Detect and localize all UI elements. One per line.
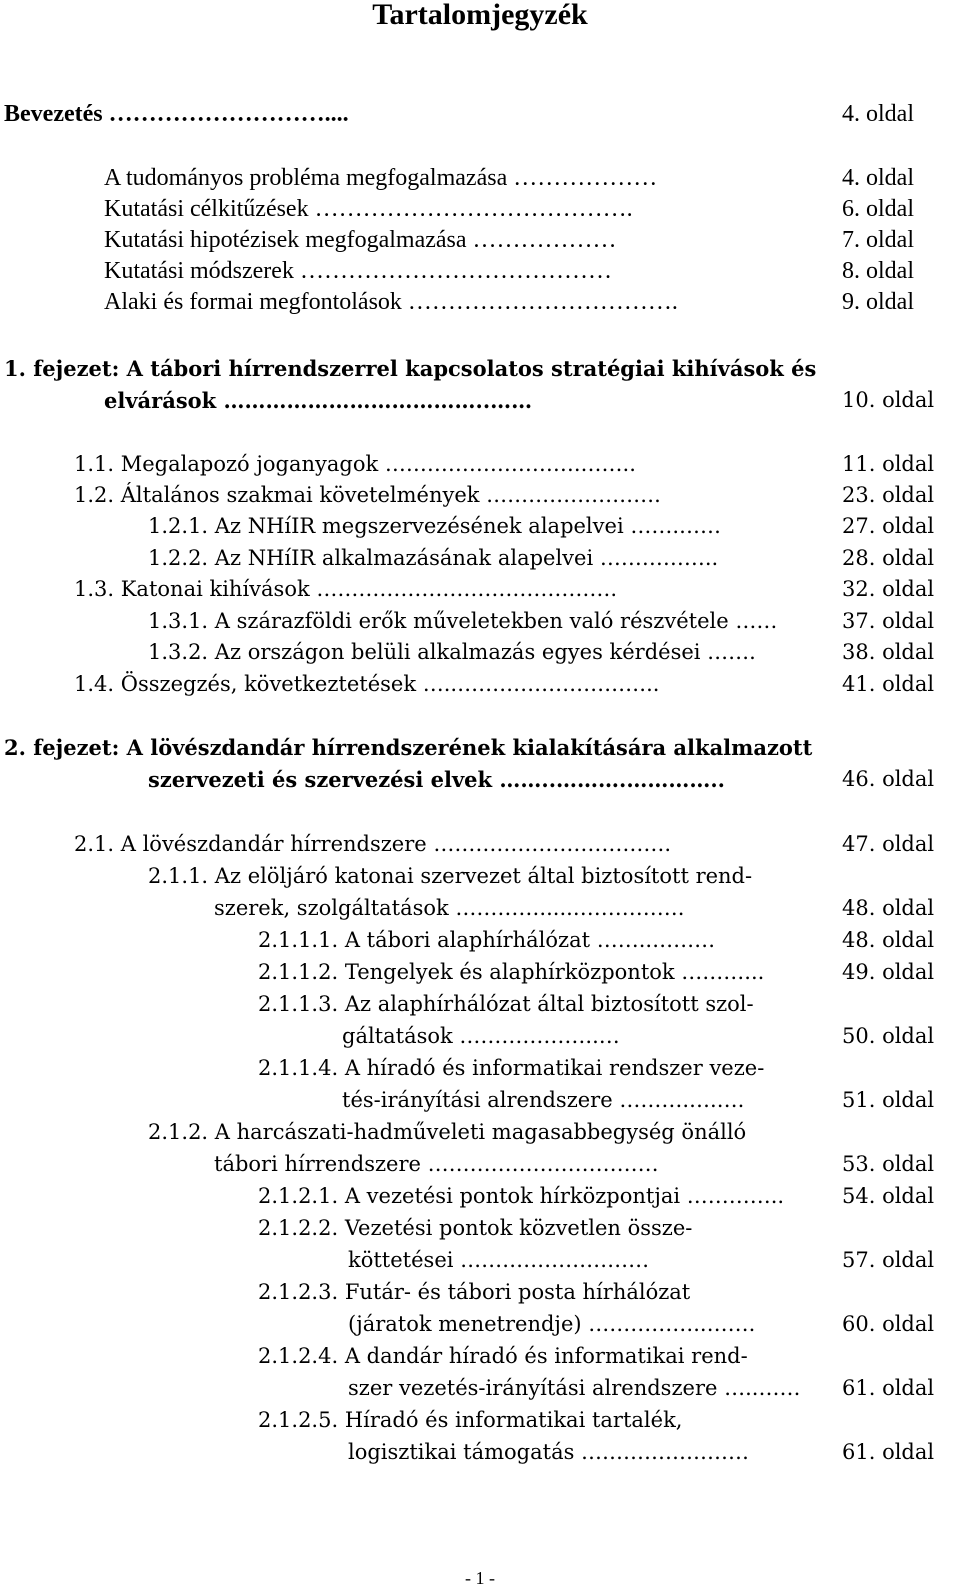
toc-entry-page: 23. oldal [842,483,935,507]
toc-entry-text[interactable]: 2.1.1.4. A híradó és informatikai rendszer veze- [258,1056,765,1080]
toc-chapter-heading[interactable]: 2. fejezet: A lövészdandár hírrendszerének kialakítására alkalmazott [4,735,813,760]
toc-entry-text[interactable]: 1.4. Összegzés, következtetések …..……………………….. [74,672,660,696]
toc-entry-page: 11. oldal [842,452,935,476]
toc-entry-text[interactable]: Kutatási célkitűzések …………………………………. [104,196,633,222]
toc-entry-text[interactable]: 2.1.2.5. Híradó és informatikai tartalék, [258,1408,683,1432]
toc-entry-text[interactable]: 1.3.1. A szárazföldi erők műveletekben való részvétele …… [148,609,778,633]
page-title: Tartalomjegyzék [372,0,588,31]
toc-entry-page: 4. oldal [842,101,914,127]
toc-entry-page: 41. oldal [842,672,935,696]
toc-entry-text-cont[interactable]: köttetései ……………………… [348,1248,650,1272]
toc-entry-text[interactable]: Kutatási hipotézisek megfogalmazása ……………… [104,227,617,253]
toc-entry-text-cont[interactable]: tés-irányítási alrendszere ……….….…. [342,1088,745,1112]
toc-entry-page: 8. oldal [842,258,914,284]
toc-entry-page: 6. oldal [842,196,914,222]
toc-entry-page: 48. oldal [842,896,935,920]
toc-entry-page: 48. oldal [842,928,935,952]
toc-entry-page: 10. oldal [842,388,935,412]
toc-entry-page: 7. oldal [842,227,914,253]
toc-entry-page: 32. oldal [842,577,935,601]
toc-entry-text[interactable]: 1.2.2. Az NHíIR alkalmazásának alapelvei …………….. [148,546,719,570]
toc-entry-text-cont[interactable]: logisztikai támogatás …………………… [348,1440,750,1464]
toc-entry-page: 60. oldal [842,1312,935,1336]
toc-entry-page: 38. oldal [842,640,935,664]
toc-entry-text[interactable]: 2.1.2.2. Vezetési pontok közvetlen össze- [258,1216,693,1240]
toc-entry-text[interactable]: Alaki és formai megfontolások ……………………………. [104,289,678,315]
toc-chapter-heading[interactable]: 1. fejezet: A tábori hírrendszerrel kapcsolatos stratégiai kihívások és [4,356,817,381]
toc-entry-page: 53. oldal [842,1152,935,1176]
toc-entry-text[interactable]: 1.2. Általános szakmai követelmények ……………………. [74,483,661,507]
toc-entry-page: 61. oldal [842,1440,935,1464]
toc-entry-text-cont[interactable]: szer vezetés-irányítási alrendszere …..…… [348,1376,801,1400]
toc-entry-page: 28. oldal [842,546,935,570]
toc-entry-text[interactable]: 2.1.1.2. Tengelyek és alaphírközpontok ………... [258,960,765,984]
toc-entry-page: 9. oldal [842,289,914,315]
toc-entry-page: 46. oldal [842,767,935,791]
toc-entry-page: 49. oldal [842,960,935,984]
toc-entry-page: 57. oldal [842,1248,935,1272]
toc-entry-text-cont[interactable]: szerek, szolgáltatások ………….....……………. [214,896,685,920]
toc-entry-page: 4. oldal [842,165,914,191]
toc-entry-text-cont[interactable]: tábori hírrendszere …………………………… [214,1152,659,1176]
toc-entry-text[interactable]: 2.1.2.3. Futár- és tábori posta hírhálózat [258,1280,691,1304]
toc-entry-page: 51. oldal [842,1088,935,1112]
toc-entry-text[interactable]: 2.1.2.1. A vezetési pontok hírközpontjai ………….. [258,1184,785,1208]
toc-entry-text[interactable]: Bevezetés ……………………….... [4,101,349,127]
toc-entry-text[interactable]: 2.1.2.4. A dandár híradó és informatikai rend- [258,1344,748,1368]
toc-entry-page: 27. oldal [842,514,935,538]
toc-entry-text[interactable]: 1.3. Katonai kihívások ……………………………………. [74,577,618,601]
toc-entry-page: 47. oldal [842,832,935,856]
toc-entry-text[interactable]: Kutatási módszerek ………………………………… [104,258,612,284]
toc-entry-page: 50. oldal [842,1024,935,1048]
toc-entry-page: 37. oldal [842,609,935,633]
toc-chapter-heading-cont[interactable]: elvárások ………………………………..…… [104,388,533,413]
toc-entry-text[interactable]: 2.1.1. Az elöljáró katonai szervezet által biztosított rend- [148,864,753,888]
toc-entry-text[interactable]: 2.1. A lövészdandár hírrendszere ……………………………. [74,832,672,856]
toc-entry-text-cont[interactable]: (járatok menetrendje) ……………..……. [348,1312,756,1336]
toc-entry-page: 61. oldal [842,1376,935,1400]
toc-entry-text[interactable]: 1.3.2. Az országon belüli alkalmazás egyes kérdései ……. [148,640,756,664]
toc-entry-text[interactable]: 1.1. Megalapozó joganyagok ……………………….…….. [74,452,636,476]
page-number-footer: - 1 - [465,1568,495,1588]
toc-entry-text[interactable]: 2.1.1.1. A tábori alaphírhálózat ……..……… [258,928,716,952]
toc-entry-text[interactable]: A tudományos probléma megfogalmazása ……………… [104,165,658,191]
toc-entry-page: 54. oldal [842,1184,935,1208]
toc-chapter-heading-cont[interactable]: szervezeti és szervezési elvek ……..……….………….. [148,767,725,792]
toc-entry-text[interactable]: 1.2.1. Az NHíIR megszervezésének alapelvei …….…… [148,514,722,538]
toc-entry-text-cont[interactable]: gáltatások ………………..… [342,1024,620,1048]
toc-entry-text[interactable]: 2.1.2. A harcászati-hadműveleti magasabbegység önálló [148,1120,747,1144]
toc-entry-text[interactable]: 2.1.1.3. Az alaphírhálózat által biztosított szol- [258,992,754,1016]
